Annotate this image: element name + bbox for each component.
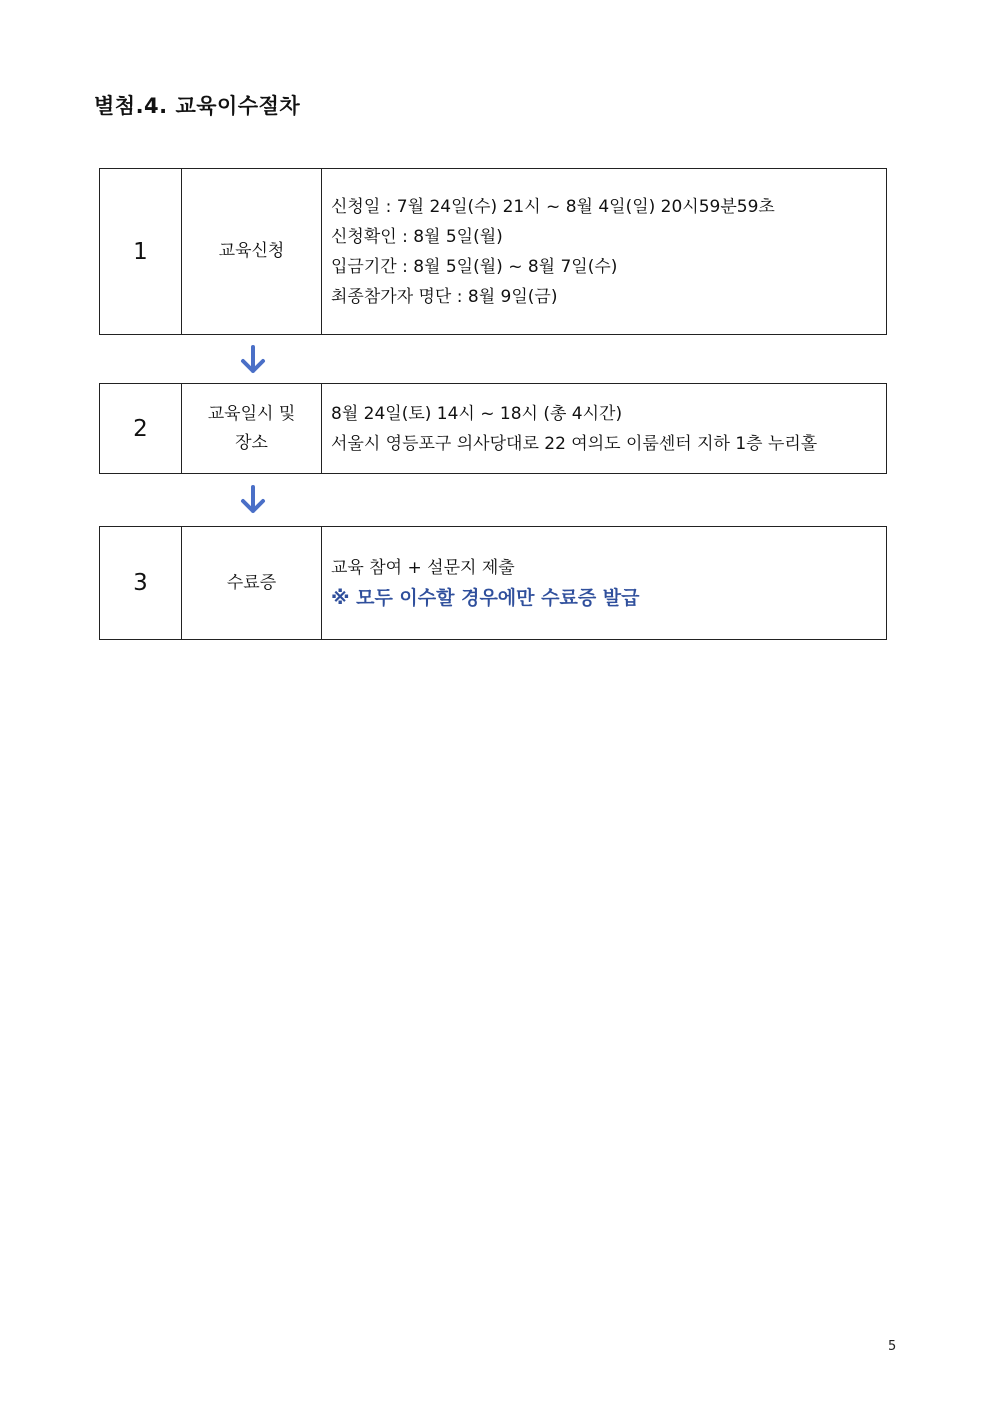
content-line: 교육 참여 + 설문지 제출 <box>331 558 515 578</box>
step-3-table <box>99 526 887 640</box>
arrow-down-icon <box>240 485 266 515</box>
step-number: 3 <box>100 527 182 640</box>
content-line: 입금기간 : 8월 5일(월) ~ 8월 7일(수) <box>331 256 618 277</box>
step-label-line: 장소 <box>235 432 268 453</box>
arrow-down-icon <box>240 345 266 375</box>
page-title: 별첨.4. 교육이수절차 <box>94 94 301 118</box>
step-label: 수료증 <box>182 527 322 640</box>
content-line: 신청확인 : 8월 5일(월) <box>331 226 503 247</box>
certificate-note: ※ 모두 이수할 경우에만 수료증 발급 <box>331 587 640 609</box>
step-content <box>322 384 887 474</box>
step-1-table <box>99 168 887 335</box>
content-line: 8월 24일(토) 14시 ~ 18시 (총 4시간) <box>331 403 623 424</box>
step-content <box>322 169 887 335</box>
content-line: 신청일 : 7월 24일(수) 21시 ~ 8월 4일(일) 20시59분59초 <box>331 196 775 217</box>
step-2-table <box>99 383 887 474</box>
content-line: 서울시 영등포구 의사당대로 22 여의도 이룸센터 지하 1층 누리홀 <box>331 433 818 454</box>
step-label: 교육신청 <box>182 169 322 335</box>
step-label <box>182 384 322 474</box>
step-label-line: 교육일시 및 <box>207 403 296 424</box>
step-number: 2 <box>100 384 182 474</box>
step-content <box>322 527 887 640</box>
page-number: 5 <box>888 1339 897 1354</box>
content-line: 최종참가자 명단 : 8월 9일(금) <box>331 286 558 307</box>
step-number: 1 <box>100 169 182 335</box>
